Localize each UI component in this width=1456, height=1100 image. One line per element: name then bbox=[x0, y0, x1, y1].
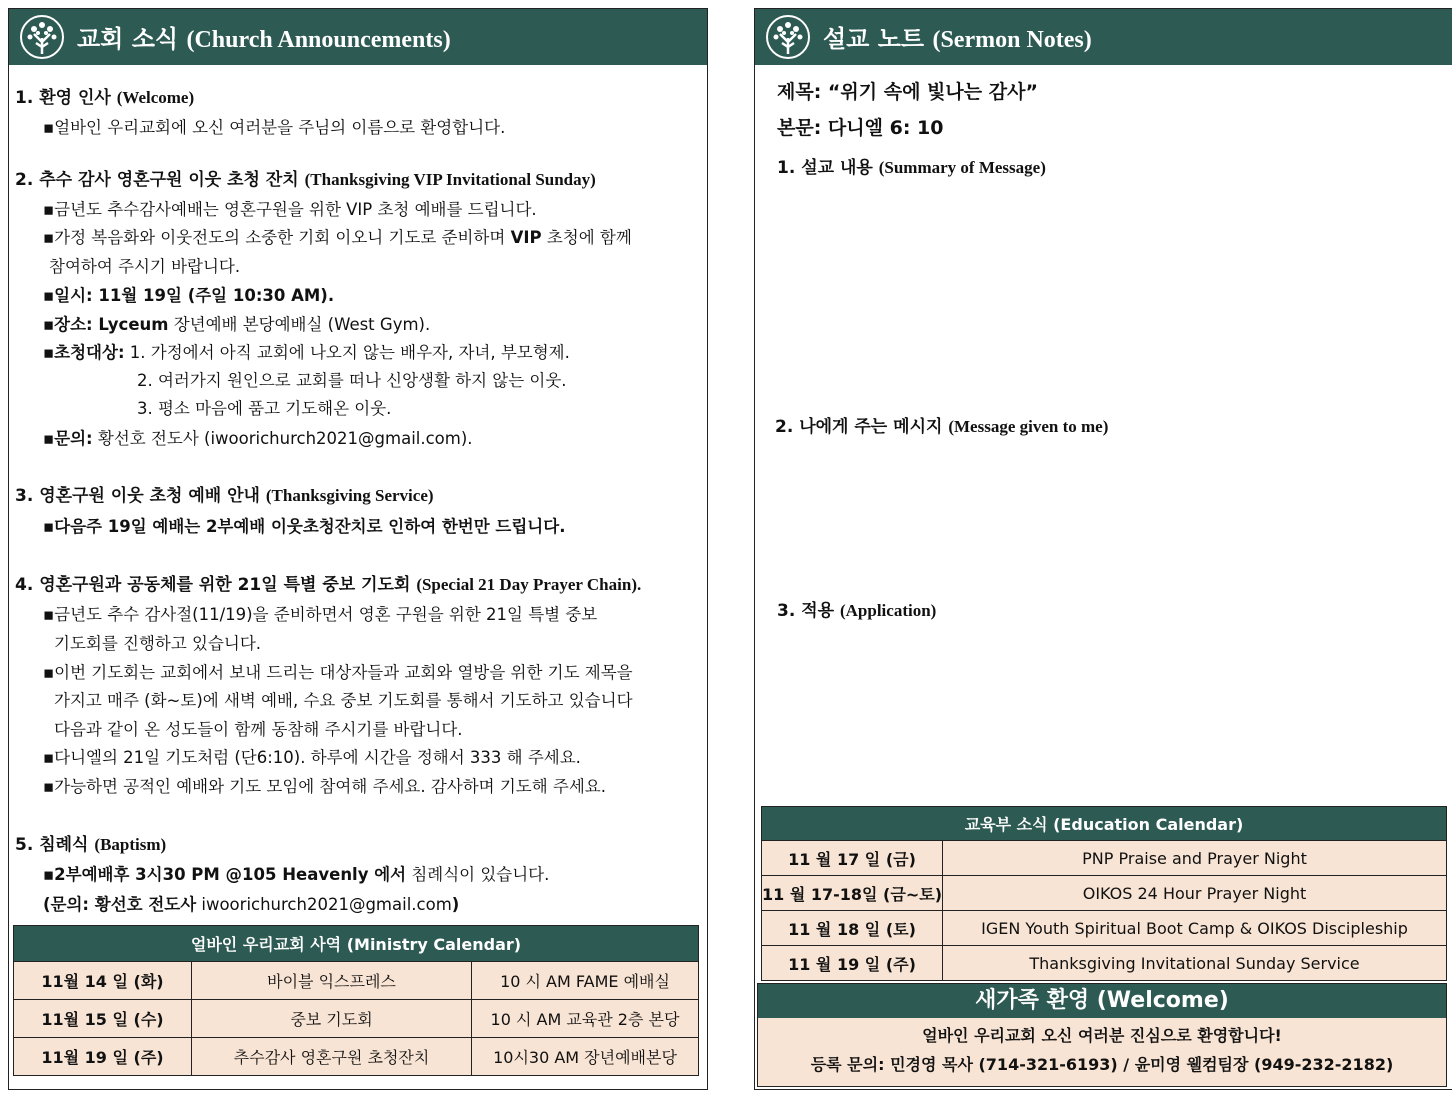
section-1-title-ko: 1. 환영 인사 bbox=[15, 88, 111, 108]
section-4-bullet-1-line-2: 기도회를 진행하고 있습니다. bbox=[54, 634, 262, 653]
section-3-title-ko: 3. 영혼구원 이웃 초청 예배 안내 bbox=[15, 486, 260, 506]
table-row bbox=[14, 962, 699, 1000]
section-4-bullet-1: ▪금년도 추수 감사절(11/19)을 준비하면서 영혼 구원을 위한 21일 특별 중보 bbox=[43, 605, 598, 624]
education-event: IGEN Youth Spiritual Boot Camp & OIKOS Discipleship bbox=[943, 911, 1447, 946]
section-1-heading bbox=[15, 83, 194, 108]
sermon-message-en: (Message given to me) bbox=[948, 417, 1109, 436]
section-2-target-3: 3. 평소 마음에 품고 기도해온 이웃. bbox=[137, 399, 392, 418]
section-3-bullet: ▪다음주 19일 예배는 2부예배 이웃초청잔치로 인하여 한번만 드립니다. bbox=[43, 517, 566, 536]
section-5-contact bbox=[43, 891, 459, 915]
education-calendar-table bbox=[761, 806, 1447, 981]
section-2-target-1: 1. 가정에서 아직 교회에 나오지 않는 배우자, 자녀, 부모형제. bbox=[124, 343, 570, 362]
section-3-heading bbox=[15, 481, 434, 506]
sermon-message-ko: 2. 나에게 주는 메시지 bbox=[775, 417, 943, 437]
ministry-time: 10 시 AM FAME 예배실 bbox=[472, 962, 699, 1000]
sermon-application-ko: 3. 적용 bbox=[777, 601, 835, 621]
section-2-heading bbox=[15, 165, 596, 190]
education-event: OIKOS 24 Hour Prayer Night bbox=[943, 876, 1447, 911]
section-3-title-en: (Thanksgiving Service) bbox=[265, 486, 434, 505]
section-4-title-en: (Special 21 Day Prayer Chain). bbox=[416, 575, 642, 594]
sermon-summary-heading bbox=[777, 153, 1046, 178]
sermon-title-line: 제목: “위기 속에 빛나는 감사” bbox=[777, 81, 1038, 103]
education-date: 11 월 19 일 (주) bbox=[762, 946, 943, 981]
section-5-bullet-rest: 침례식이 있습니다. bbox=[406, 865, 550, 884]
section-2-target-2: 2. 여러가지 원인으로 교회를 떠나 신앙생활 하지 않는 이웃. bbox=[137, 371, 567, 390]
section-2-place bbox=[43, 311, 430, 335]
new-family-welcome-box bbox=[757, 983, 1447, 1087]
section-4-bullet-3: ▪다니엘의 21일 기도처럼 (단6:10). 하루에 시간을 정해서 333 해 주세요. bbox=[43, 748, 581, 767]
sermon-application-en: (Application) bbox=[839, 601, 937, 620]
section-2-place-label: ▪장소: Lyceum bbox=[43, 315, 169, 334]
section-2-title-en: (Thanksgiving VIP Invitational Sunday) bbox=[304, 170, 596, 189]
section-2-bullet-1: ▪금년도 추수감사예배는 영혼구원을 위한 VIP 초청 예배를 드립니다. bbox=[43, 200, 537, 219]
announcements-title-en: (Church Announcements) bbox=[186, 27, 451, 53]
ministry-time: 10시30 AM 장년예배본당 bbox=[472, 1038, 699, 1076]
welcome-body bbox=[758, 1018, 1446, 1086]
section-2-place-value: 장년예배 본당예배실 (West Gym). bbox=[168, 315, 431, 334]
welcome-line-1: 얼바인 우리교회 오신 여러분 진심으로 환영합니다! bbox=[922, 1026, 1282, 1045]
ministry-date: 11월 14 일 (화) bbox=[14, 962, 192, 1000]
table-row bbox=[762, 946, 1447, 981]
section-5-contact-close: ) bbox=[451, 895, 460, 914]
section-2-contact-label: ▪문의: bbox=[43, 429, 93, 448]
section-1-bullet: ▪얼바인 우리교회에 오신 여러분을 주님의 이름으로 환영합니다. bbox=[43, 118, 506, 137]
sermon-application-heading bbox=[777, 596, 936, 621]
section-4-bullet-2: ▪이번 기도회는 교회에서 보내 드리는 대상자들과 교회와 열방을 위한 기도 제목을 bbox=[43, 663, 633, 682]
section-2-bullet-2-post: 초청에 함께 bbox=[541, 228, 632, 247]
church-tree-logo-icon bbox=[19, 14, 65, 60]
sermon-scripture-line: 본문: 다니엘 6: 10 bbox=[777, 117, 944, 139]
section-2-target bbox=[43, 339, 570, 363]
ministry-date: 11월 15 일 (수) bbox=[14, 1000, 192, 1038]
section-5-title-en: (Baptism) bbox=[94, 835, 167, 854]
table-row bbox=[762, 911, 1447, 946]
welcome-line-2: 등록 문의: 민경영 목사 (714-321-6193) / 윤미영 웰컴팀장 (949-232-2182) bbox=[810, 1055, 1394, 1074]
announcements-title bbox=[77, 19, 451, 54]
section-2-bullet-2-vip: VIP bbox=[510, 228, 542, 247]
section-4-bullet-4: ▪가능하면 공적인 예배와 기도 모임에 참여해 주세요. 감사하며 기도해 주세요. bbox=[43, 777, 606, 796]
section-2-contact-value: 황선호 전도사 (iwoorichurch2021@gmail.com). bbox=[92, 429, 473, 448]
ministry-date: 11월 19 일 (주) bbox=[14, 1038, 192, 1076]
sermon-summary-en: (Summary of Message) bbox=[878, 158, 1046, 177]
ministry-calendar-table bbox=[13, 925, 699, 1076]
education-event: PNP Praise and Prayer Night bbox=[943, 841, 1447, 876]
section-4-bullet-2-line-2: 가지고 매주 (화~토)에 새벽 예배, 수요 중보 기도회를 통해서 기도하고 있습니다 bbox=[54, 691, 633, 710]
section-1-title-en: (Welcome) bbox=[116, 88, 195, 107]
sermon-summary-ko: 1. 설교 내용 bbox=[777, 158, 873, 178]
section-4-bullet-2-line-3: 다음과 같이 온 성도들이 함께 동참해 주시기를 바랍니다. bbox=[54, 720, 463, 739]
announcements-title-ko: 교회 소식 bbox=[77, 25, 179, 53]
table-row bbox=[762, 841, 1447, 876]
section-5-contact-bold: (문의: 황선호 전도사 bbox=[43, 895, 197, 914]
section-2-target-label: ▪초청대상: bbox=[43, 343, 125, 362]
announcements-header bbox=[9, 9, 707, 65]
section-4-heading bbox=[15, 570, 641, 595]
education-date: 11 월 18 일 (토) bbox=[762, 911, 943, 946]
ministry-time: 10 시 AM 교육관 2층 본당 bbox=[472, 1000, 699, 1038]
education-event: Thanksgiving Invitational Sunday Service bbox=[943, 946, 1447, 981]
table-row bbox=[762, 876, 1447, 911]
ministry-event: 바이블 익스프레스 bbox=[192, 962, 472, 1000]
section-5-bullet-bold: ▪2부예배후 3시30 PM @105 Heavenly 에서 bbox=[43, 865, 407, 884]
section-2-title-ko: 2. 추수 감사 영혼구원 이웃 초청 잔치 bbox=[15, 170, 299, 190]
table-row bbox=[14, 1038, 699, 1076]
announcements-panel bbox=[8, 8, 708, 1090]
ministry-event: 중보 기도회 bbox=[192, 1000, 472, 1038]
education-calendar-title: 교육부 소식 (Education Calendar) bbox=[762, 807, 1447, 841]
section-2-bullet-2-pre: ▪가정 복음화와 이웃전도의 소중한 기회 이오니 기도로 준비하며 bbox=[43, 228, 511, 247]
section-5-bullet bbox=[43, 861, 549, 885]
section-5-contact-email: iwoorichurch2021@gmail.com bbox=[196, 895, 452, 914]
ministry-calendar-title: 얼바인 우리교회 사역 (Ministry Calendar) bbox=[14, 926, 699, 962]
church-tree-logo-icon bbox=[765, 14, 811, 60]
sermon-header bbox=[755, 9, 1452, 65]
education-date: 11 월 17 일 (금) bbox=[762, 841, 943, 876]
sermon-title-en: (Sermon Notes) bbox=[932, 27, 1092, 53]
section-2-bullet-2 bbox=[43, 224, 632, 248]
welcome-title: 새가족 환영 (Welcome) bbox=[758, 984, 1446, 1018]
sermon-message-heading bbox=[775, 412, 1108, 437]
sermon-title-ko: 설교 노트 bbox=[823, 25, 925, 53]
section-2-contact bbox=[43, 425, 473, 449]
section-2-bullet-2-line-2: 참여하여 주시기 바랍니다. bbox=[49, 257, 241, 276]
sermon-notes-panel bbox=[754, 8, 1452, 1090]
section-5-heading bbox=[15, 830, 166, 855]
education-date: 11 월 17-18일 (금~토) bbox=[762, 876, 943, 911]
ministry-event: 추수감사 영혼구원 초청잔치 bbox=[192, 1038, 472, 1076]
section-4-title-ko: 4. 영혼구원과 공동체를 위한 21일 특별 중보 기도회 bbox=[15, 575, 411, 595]
section-5-title-ko: 5. 침례식 bbox=[15, 835, 89, 855]
section-2-date: ▪일시: 11월 19일 (주일 10:30 AM). bbox=[43, 286, 335, 305]
sermon-title bbox=[823, 19, 1092, 54]
table-row bbox=[14, 1000, 699, 1038]
